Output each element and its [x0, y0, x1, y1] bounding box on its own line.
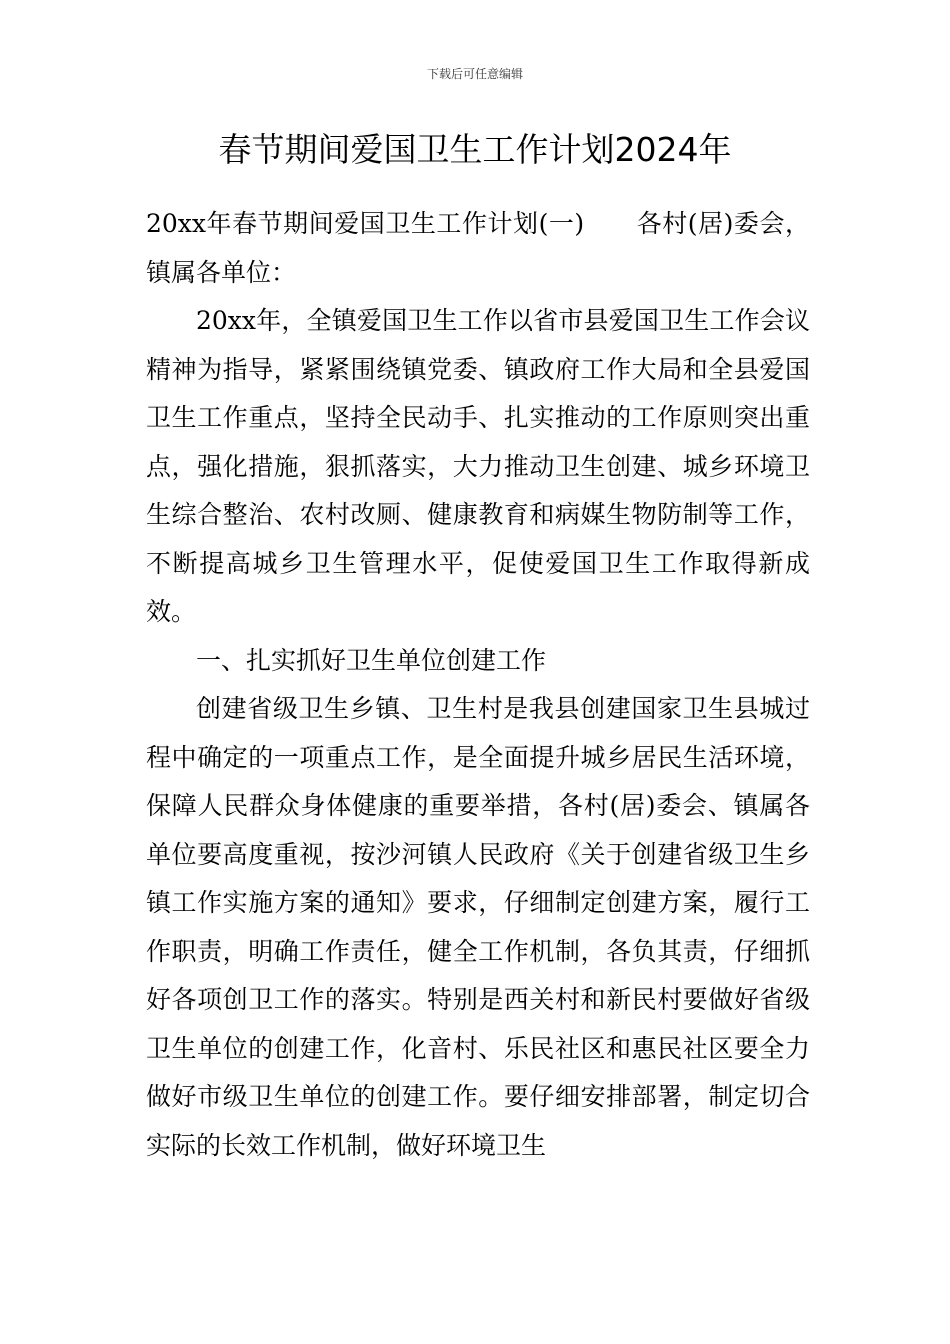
document-body [146, 200, 810, 1170]
document-title: 春节期间爱国卫生工作计划2024年 [218, 130, 732, 169]
paragraph-overview: 20xx年，全镇爱国卫生工作以省市县爱国卫生工作会议精神为指导，紧紧围绕镇党委、镇政府工作大局和全县爱国卫生工作重点，坚持全民动手、扎实推动的工作原则突出重点，强化措施，狠抓落实，大力推动卫生创建、城乡环境卫生综合整治、农村改厕、健康教育和病媒生物防制等工作，不断提高城乡卫生管理水平，促使爱国卫生工作取得新成效。 [146, 306, 810, 626]
paragraph-section-1: 创建省级卫生乡镇、卫生村是我县创建国家卫生县城过程中确定的一项重点工作，是全面提升城乡居民生活环境，保障人民群众身体健康的重要举措，各村(居)委会、镇属各单位要高度重视，按沙河镇人民政府《关于创建省级卫生乡镇工作实施方案的通知》要求，仔细制定创建方案，履行工作职责，明确工作责任，健全工作机制，各负其责，仔细抓好各项创卫工作的落实。特别是西关村和新民村要做好省级卫生单位的创建工作，化音村、乐民社区和惠民社区要全力做好市级卫生单位的创建工作。要仔细安排部署，制定切合实际的长效工作机制，做好环境卫生 [146, 694, 810, 1160]
intro-heading: 20xx年春节期间爱国卫生工作计划(一) [146, 209, 585, 238]
section-heading-1: 一、扎实抓好卫生单位创建工作 [196, 645, 547, 675]
salutation: 各村(居)委会，镇属各单位： [146, 209, 810, 287]
header-note: 下载后可任意编辑 [426, 67, 523, 81]
intro-paragraph [146, 200, 810, 297]
